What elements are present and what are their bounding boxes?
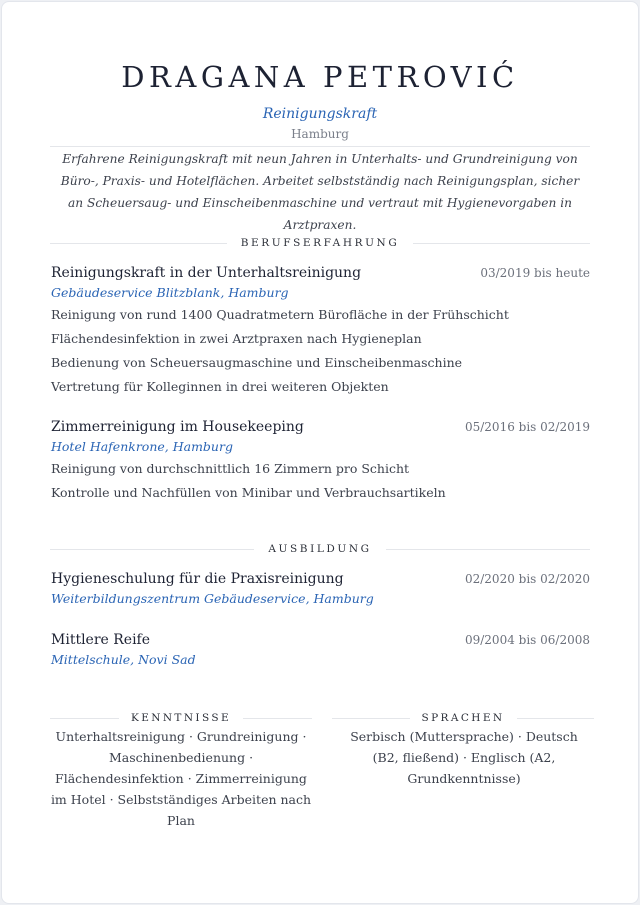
entry-organization: Weiterbildungszentrum Gebäudeservice, Hamburg: [51, 591, 374, 606]
entry-date: 03/2019 bis heute: [480, 266, 590, 280]
section-title: KENNTNISSE: [130, 712, 232, 724]
divider: [332, 718, 410, 719]
entry-title: Hygieneschulung für die Praxisreinigung: [51, 571, 344, 587]
header-divider: [50, 146, 590, 147]
education-entry: [51, 632, 590, 667]
entry-title: Zimmerreinigung im Housekeeping: [51, 419, 304, 435]
languages-text: Serbisch (Muttersprache) · Deutsch (B2, fließend) · Englisch (A2, Grundkenntnisse): [350, 729, 578, 786]
education-heading: [50, 541, 590, 557]
profile-summary: Erfahrene Reinigungskraft mit neun Jahren in Unterhalts- und Grundreinigung von Büro-, Praxis- und Hotelflächen. Arbeitet selbstständig nach Reinigungsplan, sicher an Scheuersaug- und Einscheibenmaschine und vertraut mit Hygienevorgaben in Arztpraxen.: [60, 152, 580, 232]
entry-organization: Mittelschule, Novi Sad: [51, 652, 196, 667]
languages-heading: [332, 710, 594, 726]
divider: [50, 243, 227, 244]
bullet-item: Reinigung von rund 1400 Quadratmetern Bürofläche in der Frühschicht: [51, 307, 509, 322]
entry-title: Reinigungskraft in der Unterhaltsreinigung: [51, 265, 362, 281]
skills-heading: [50, 710, 312, 726]
divider: [386, 549, 590, 550]
entry-title: Mittlere Reife: [51, 632, 151, 648]
experience-entry: [51, 419, 590, 505]
entry-bullets: [51, 457, 590, 505]
experience-entry: [51, 265, 590, 399]
entry-date: 09/2004 bis 06/2008: [464, 633, 590, 647]
section-title: AUSBILDUNG: [268, 543, 372, 555]
entry-date: 02/2020 bis 02/2020: [464, 572, 590, 586]
resume-page: [1, 1, 639, 904]
bullet-item: Reinigung von durchschnittlich 16 Zimmern pro Schicht: [51, 461, 410, 476]
entry-organization: Gebäudeservice Blitzblank, Hamburg: [51, 285, 289, 300]
job-role: Reinigungskraft: [262, 106, 378, 122]
section-title: BERUFSERFAHRUNG: [240, 237, 400, 249]
divider: [50, 718, 119, 719]
bullet-item: Vertretung für Kolleginnen in drei weiteren Objekten: [51, 379, 389, 394]
bullet-item: Flächendesinfektion in zwei Arztpraxen nach Hygieneplan: [51, 331, 422, 346]
divider: [243, 718, 312, 719]
entry-date: 05/2016 bis 02/2019: [464, 420, 590, 434]
divider: [413, 243, 590, 244]
location: Hamburg: [291, 127, 349, 141]
divider: [50, 549, 254, 550]
bullet-item: Bedienung von Scheuersaugmaschine und Einscheibenmaschine: [51, 355, 463, 370]
section-title: SPRACHEN: [421, 712, 505, 724]
divider: [517, 718, 595, 719]
entry-organization: Hotel Hafenkrone, Hamburg: [51, 439, 233, 454]
experience-heading: [50, 235, 590, 251]
candidate-name: DRAGANA PETROVIĆ: [121, 60, 519, 94]
bullet-item: Kontrolle und Nachfüllen von Minibar und Verbrauchsartikeln: [51, 485, 446, 500]
education-entry: [51, 571, 590, 606]
skills-text: Unterhaltsreinigung · Grundreinigung · Maschinenbedienung · Flächendesinfektion · Zimmerreinigung im Hotel · Selbstständiges Arbeiten nach Plan: [50, 729, 312, 828]
entry-bullets: [51, 303, 590, 399]
